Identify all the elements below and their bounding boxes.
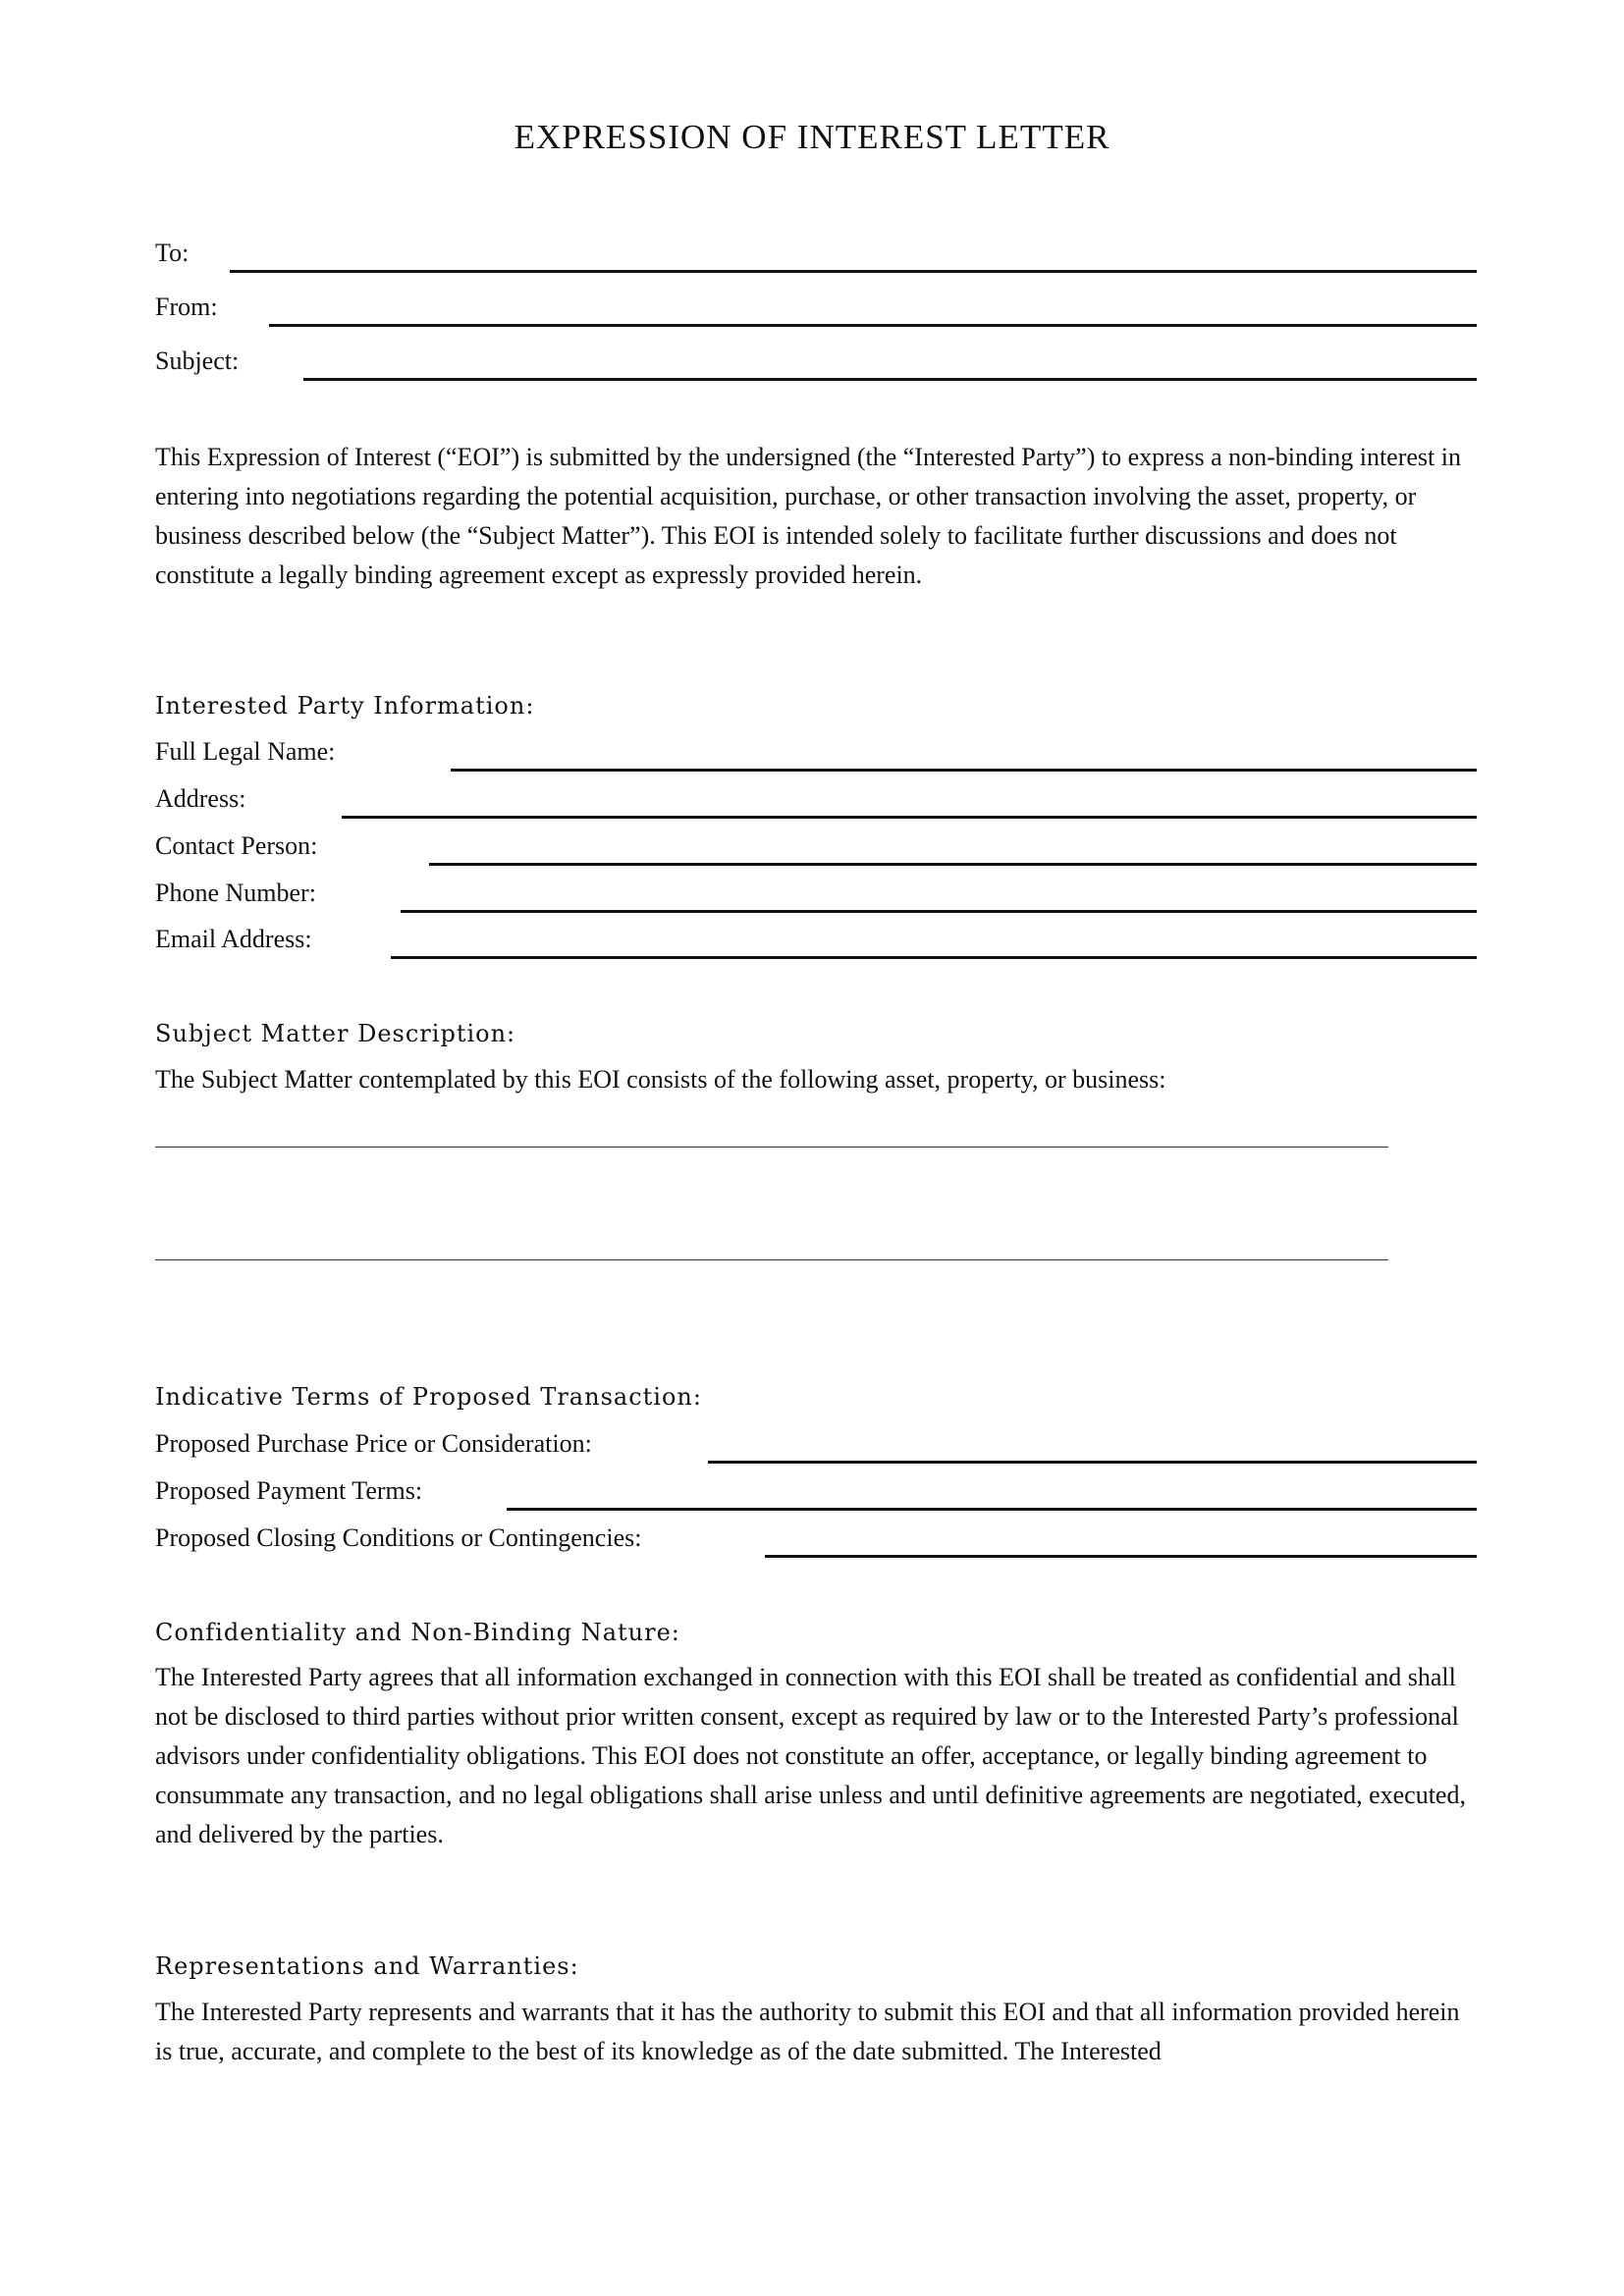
document-title: EXPRESSION OF INTEREST LETTER — [514, 118, 1110, 156]
address-input-line[interactable] — [342, 816, 1477, 819]
intro-paragraph: This Expression of Interest (“EOI”) is submitted by the undersigned (the “Interested Party”) to express a non-binding interest in entering into negotiations regarding the potential acquisition, purchase, or other transaction involving the asset, property, or business described below (the “Subject Matter”). This EOI is intended solely to facilitate further discussions and does not constitute a legally binding agreement except as expressly provided herein. — [155, 443, 1461, 589]
contact-person-label: Contact Person: — [155, 831, 318, 860]
payment-terms-input-line[interactable] — [507, 1508, 1477, 1511]
subject-label: Subject: — [155, 347, 240, 375]
from-input-line[interactable] — [269, 324, 1477, 327]
payment-terms-label: Proposed Payment Terms: — [155, 1476, 423, 1505]
phone-number-label: Phone Number: — [155, 879, 316, 907]
from-label: From: — [155, 293, 218, 321]
contact-person-input-line[interactable] — [429, 863, 1477, 866]
email-address-input-line[interactable] — [391, 956, 1477, 959]
contact-person-field[interactable] — [155, 827, 1477, 866]
to-input-line[interactable] — [230, 270, 1477, 273]
purchase-price-input-line[interactable] — [708, 1461, 1477, 1464]
full-legal-name-input-line[interactable] — [451, 769, 1477, 772]
representations-text: The Interested Party represents and warrants that it has the authority to submit this EOI and that all information provided herein is true, accurate, and complete to the best of its knowledge as of the date submitted. The Interested — [155, 1998, 1460, 2065]
address-label: Address: — [155, 784, 246, 813]
subject-matter-blank-line-1[interactable] — [155, 1147, 1388, 1148]
interested-party-heading: Interested Party Information: — [155, 692, 535, 720]
subject-input-line[interactable] — [303, 378, 1477, 381]
confidentiality-text: The Interested Party agrees that all information exchanged in connection with this EOI shall be treated as confidential and shall not be disclosed to third parties without prior written consent, except as required by law or to the Interested Party’s professional advisors under confidentiality obligations. This EOI does not constitute an offer, acceptance, or legally binding agreement to consummate any transaction, and no legal obligations shall arise unless and until definitive agreements are negotiated, executed, and delivered by the parties. — [155, 1663, 1466, 1848]
phone-number-field[interactable] — [155, 874, 1477, 913]
subject-matter-text: The Subject Matter contemplated by this EOI consists of the following asset, property, or business: — [155, 1065, 1166, 1094]
confidentiality-heading: Confidentiality and Non-Binding Nature: — [155, 1619, 680, 1646]
purchase-price-field[interactable] — [155, 1424, 1477, 1464]
email-address-label: Email Address: — [155, 925, 312, 953]
purchase-price-label: Proposed Purchase Price or Consideration: — [155, 1429, 592, 1458]
closing-conditions-input-line[interactable] — [765, 1555, 1477, 1558]
payment-terms-field[interactable] — [155, 1471, 1477, 1511]
to-field[interactable] — [155, 234, 1477, 273]
indicative-terms-heading: Indicative Terms of Proposed Transaction: — [155, 1383, 702, 1411]
subject-matter-heading: Subject Matter Description: — [155, 1020, 516, 1047]
to-label: To: — [155, 239, 189, 267]
from-field[interactable] — [155, 288, 1477, 327]
full-legal-name-label: Full Legal Name: — [155, 737, 336, 766]
closing-conditions-label: Proposed Closing Conditions or Contingencies: — [155, 1523, 642, 1552]
closing-conditions-field[interactable] — [155, 1519, 1477, 1558]
phone-number-input-line[interactable] — [401, 910, 1477, 913]
address-field[interactable] — [155, 779, 1477, 819]
subject-field[interactable] — [155, 342, 1477, 381]
subject-matter-blank-line-2[interactable] — [155, 1259, 1388, 1260]
representations-heading: Representations and Warranties: — [155, 1952, 579, 1980]
email-address-field[interactable] — [155, 920, 1477, 959]
full-legal-name-field[interactable] — [155, 732, 1477, 772]
